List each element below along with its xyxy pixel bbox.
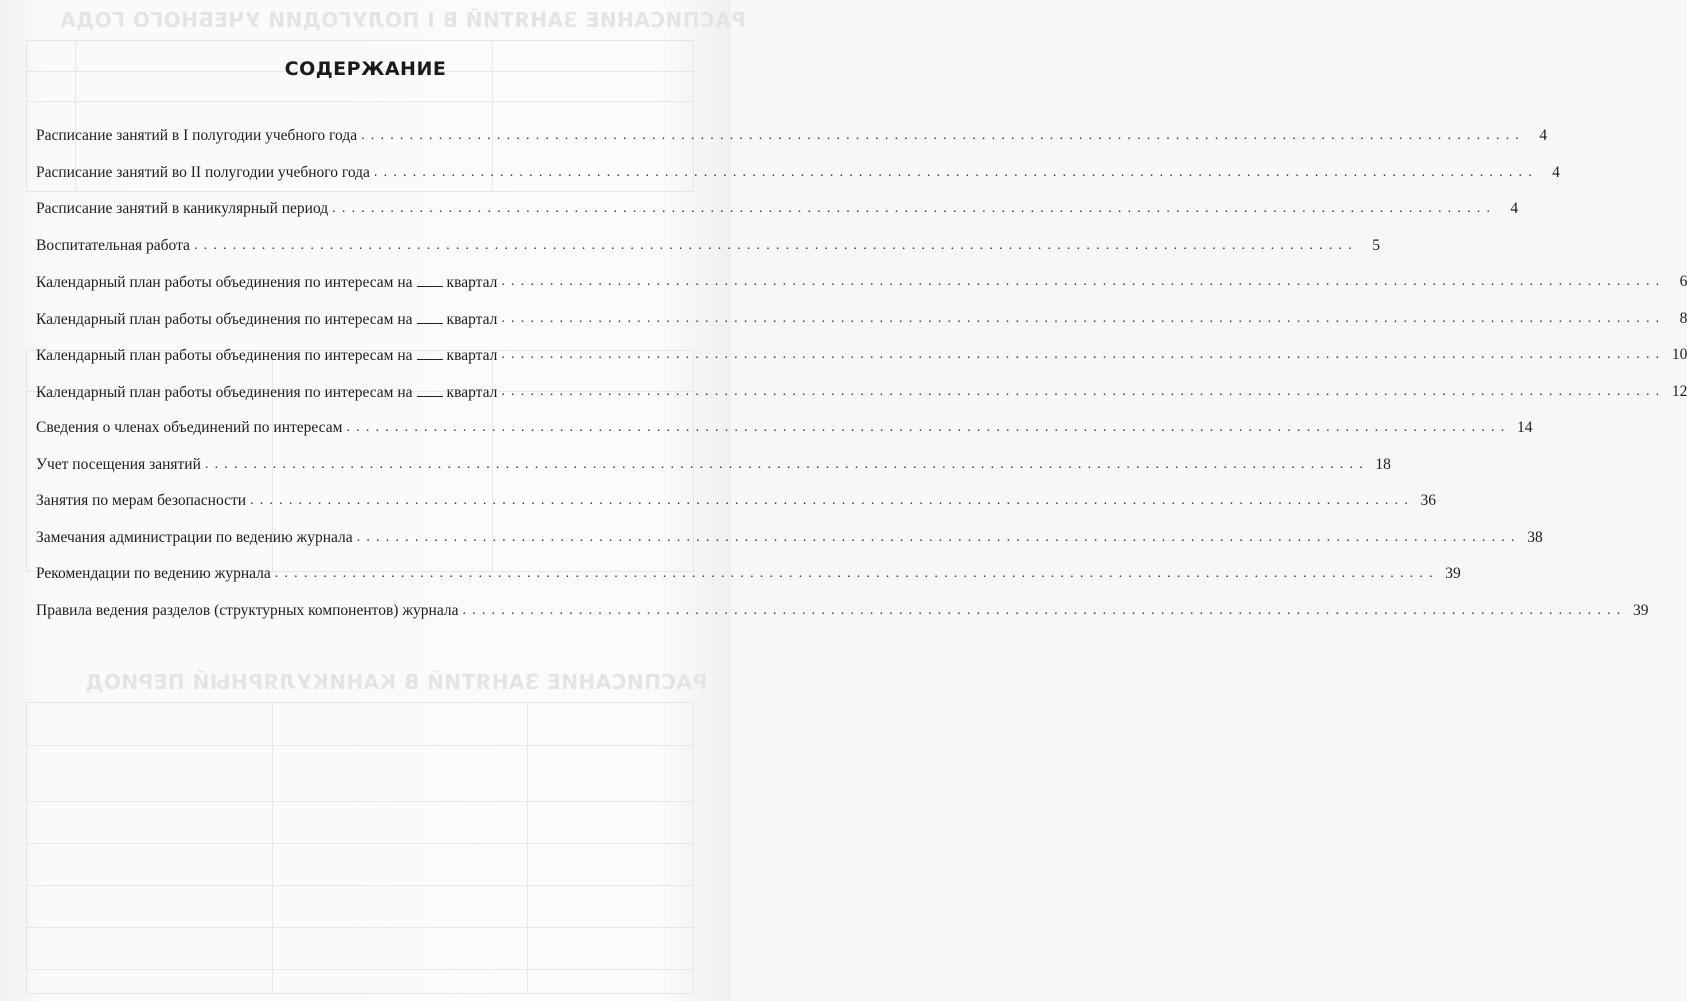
toc-entry-title: Сведения о членах объединений по интересам [36,419,343,436]
toc-entry-title: Учет посещения занятий [36,455,201,473]
toc-entry-title-end: квартал [446,274,498,291]
toc-leader-dots: ........................................................................................................................ [462,602,1627,618]
toc-entry-title: Рекомендации по ведению журнала [36,565,271,582]
toc-entry-title: Расписание занятий в каникулярный период [36,200,329,217]
toc-entry[interactable] [36,163,1560,200]
toc-page-number: 18 [1375,455,1391,473]
toc-leader-dots: ........................................................................................................................ [274,566,1439,581]
toc-leader-dots: ........................................................................................................................ [501,310,1666,326]
toc-entry-title-start: Календарный план работы объединения по интересам на [36,274,413,291]
toc-page-number: 39 [1445,565,1461,582]
toc-entry-title: Воспитательная работа [36,236,190,254]
toc-leader-dots: ........................................................................................................................ [373,164,1538,180]
toc-entry[interactable] [36,564,1461,601]
toc-entry-title: Замечания администрации по ведению журнала [36,528,353,546]
quarter-blank-line [417,272,443,287]
toc-entry-title-start: Календарный план работы объединения по интересам на [36,310,413,328]
show-through-top-heading: РАСПИСАНИЕ ЗАНЯТИЙ В I ПОЛУГОДИИ УЧЕБНОГО ГОДА [60,8,746,32]
toc-leader-dots: ........................................................................................................................ [361,128,1526,143]
toc-entry[interactable] [36,199,1519,236]
toc-entry[interactable] [36,236,1380,273]
toc-entry[interactable] [36,345,1687,382]
toc-entry[interactable] [36,601,1649,638]
toc-page-number: 39 [1632,601,1649,619]
toc-entry[interactable] [36,418,1533,455]
toc-page-number: 5 [1372,236,1380,254]
toc-entry-title [36,382,501,403]
toc-entry-title-start: Календарный план работы объединения по интересам на [36,347,413,364]
table-of-contents [36,126,1687,637]
toc-leader-dots: ........................................................................................................................ [193,237,1358,253]
toc-page-number: 10 [1671,346,1687,363]
toc-entry-title [36,309,501,330]
toc-entry-title: Расписание занятий во II полугодии учебного года [36,163,370,181]
toc-entry-title-end: квартал [446,310,498,328]
toc-entry-title-end: квартал [446,383,498,401]
show-through-bottom-table [26,702,694,994]
toc-leader-dots: ........................................................................................................................ [346,420,1511,435]
toc-page-number: 14 [1516,419,1533,436]
show-through-bottom-heading: РАСПИСАНИЕ ЗАНЯТИЙ В КАНИКУЛЯРНЫЙ ПЕРИОД [85,670,708,694]
toc-entry[interactable] [36,126,1548,163]
toc-leader-dots: ........................................................................................................................ [204,456,1369,472]
toc-page-number: 6 [1679,273,1687,290]
toc-entry-title [36,345,501,366]
toc-entry-title-start: Календарный план работы объединения по интересам на [36,383,413,401]
toc-entry[interactable] [36,491,1437,528]
toc-leader-dots: ........................................................................................................................ [501,274,1666,289]
page-title: СОДЕРЖАНИЕ [284,58,447,80]
toc-entry[interactable] [36,382,1687,419]
toc-page-number: 8 [1679,309,1687,327]
toc-leader-dots: ........................................................................................................................ [501,347,1666,362]
toc-entry-title: Правила ведения разделов (структурных компонентов) журнала [36,601,459,619]
quarter-blank-line [417,382,443,397]
toc-entry-title [36,272,501,293]
toc-entry[interactable] [36,528,1543,565]
toc-entry[interactable] [36,272,1687,309]
toc-leader-dots: ........................................................................................................................ [250,493,1415,508]
toc-entry-title: Занятия по мерам безопасности [36,492,247,509]
toc-page-number: 36 [1420,492,1437,509]
toc-page-number: 4 [1539,127,1548,144]
toc-entry[interactable] [36,309,1687,346]
toc-leader-dots: ........................................................................................................................ [501,383,1666,399]
toc-leader-dots: ........................................................................................................................ [356,529,1521,545]
toc-entry-title-end: квартал [446,347,498,364]
toc-leader-dots: ........................................................................................................................ [332,201,1497,216]
toc-entry-title: Расписание занятий в I полугодии учебного года [36,127,358,144]
quarter-blank-line [417,309,443,324]
quarter-blank-line [417,345,443,360]
toc-page-number: 4 [1552,163,1560,181]
toc-page-number: 38 [1527,528,1543,546]
toc-entry[interactable] [36,455,1391,492]
toc-page-number: 12 [1671,382,1687,400]
toc-page-number: 4 [1510,200,1519,217]
